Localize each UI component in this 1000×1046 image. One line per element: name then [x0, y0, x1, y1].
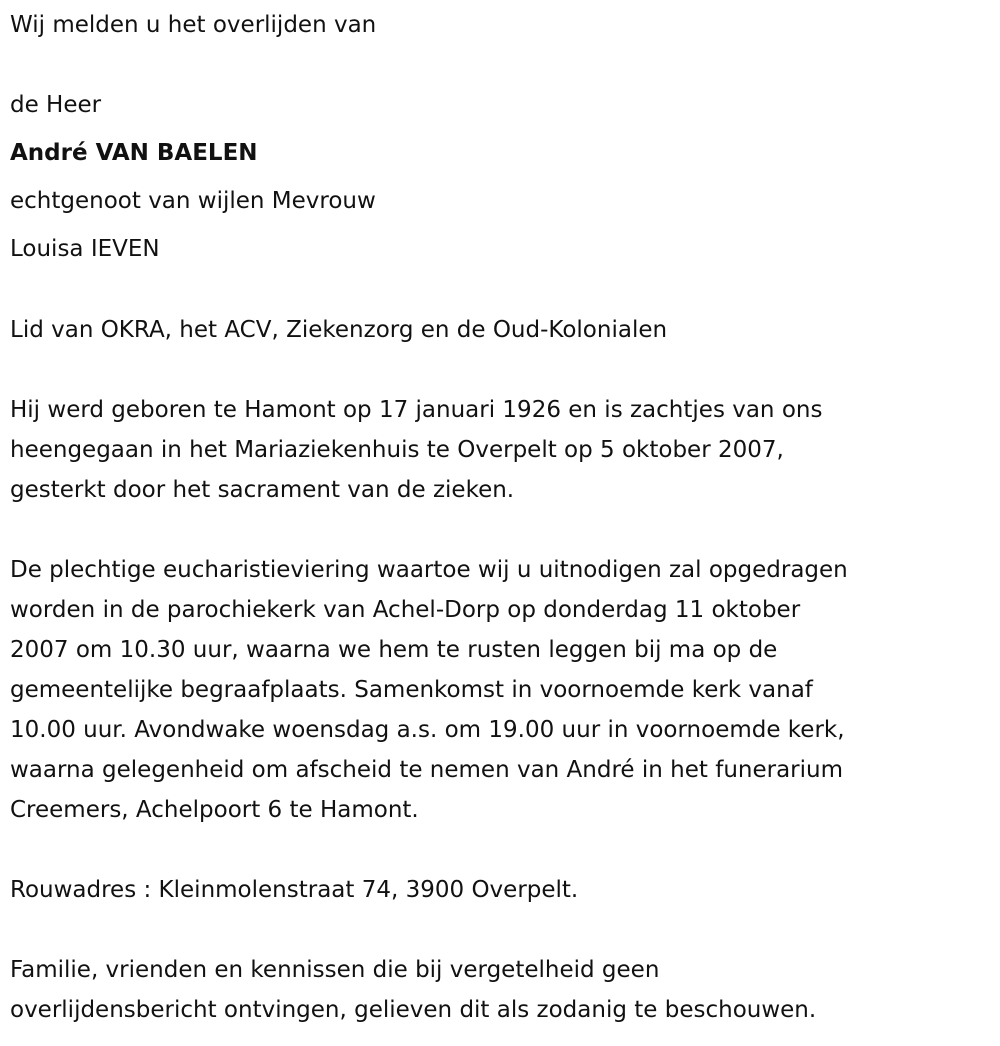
birth-death-paragraph: Hij werd geboren te Hamont op 17 januari 1926 en is zachtjes van ons heengegaan in het Mariaziekenhuis te Overpelt op 5 oktober 2007, gesterkt door het sacrament van de zieken. — [10, 397, 823, 503]
deceased-name: André VAN BAELEN — [10, 140, 258, 166]
title: de Heer — [10, 92, 102, 118]
deceased-block — [10, 81, 995, 273]
funeral-paragraph: De plechtige eucharistieviering waartoe wij u uitnodigen zal opgedragen worden in de parochiekerk van Achel-Dorp op donderdag 11 oktober 2007 om 10.30 uur, waarna we hem te rusten leggen bij ma op de gemeentelijke begraafplaats. Samenkomst in voornoemde kerk vanaf 10.00 uur. Avondwake woensdag a.s. om 19.00 uur in voornoemde kerk, waarna gelegenheid om afscheid te nemen van André in het funerarium Creemers, Achelpoort 6 te Hamont. — [10, 557, 848, 823]
intro-text: Wij melden u het overlijden van — [10, 12, 377, 38]
spouse-name: Louisa IEVEN — [10, 236, 160, 262]
membership-text: Lid van OKRA, het ACV, Ziekenzorg en de Oud-Kolonialen — [10, 317, 668, 343]
mourning-address: Rouwadres : Kleinmolenstraat 74, 3900 Overpelt. — [10, 877, 579, 903]
spouse-line: echtgenoot van wijlen Mevrouw — [10, 188, 376, 214]
closing-paragraph: Familie, vrienden en kennissen die bij vergetelheid geen overlijdensbericht ontvingen, gelieven dit als zodanig te beschouwen. — [10, 957, 817, 1023]
